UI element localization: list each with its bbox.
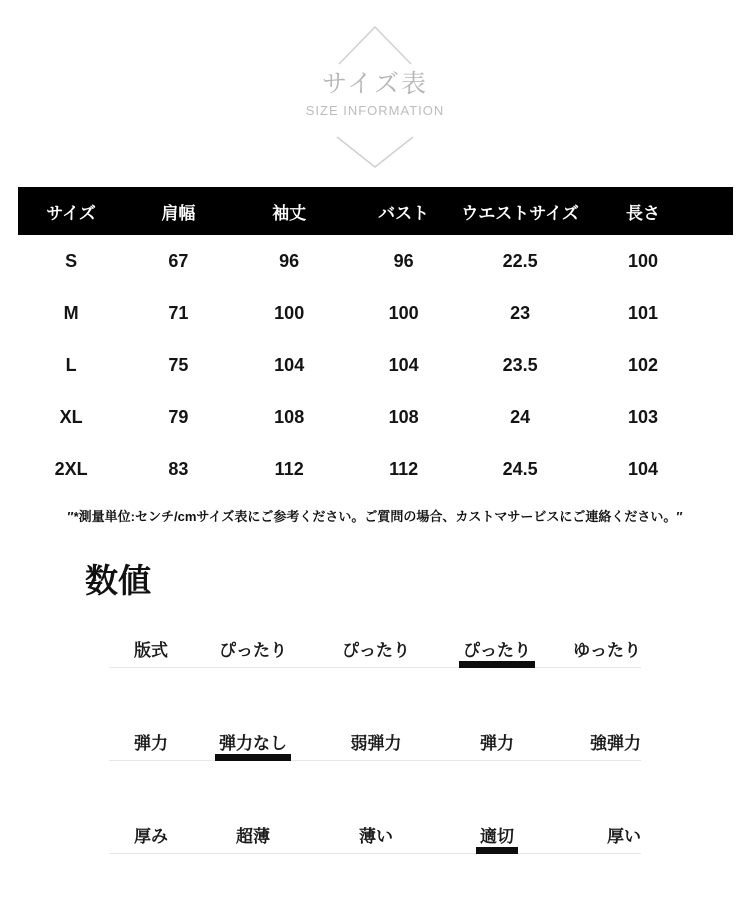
attribute-row: [109, 827, 641, 854]
attribute-option-label: ゆったり: [573, 641, 641, 660]
value-cell: 100: [388, 302, 419, 323]
attribute-option: [193, 641, 313, 661]
size-cell: XL: [59, 406, 83, 427]
value-cell: 24: [510, 406, 531, 427]
value-cell: 104: [274, 354, 305, 375]
attribute-option-label: 薄い: [359, 827, 393, 846]
value-cell: 100: [627, 250, 658, 271]
value-cell: 100: [274, 302, 305, 323]
size-table-header-row: [18, 187, 733, 235]
attribute-row: [109, 641, 641, 668]
attribute-option-label: ぴったり: [342, 641, 410, 660]
attribute-option: [439, 827, 555, 847]
size-cell: S: [65, 250, 78, 271]
attribute-option: [313, 734, 439, 754]
attribute-option-label: 適切: [480, 827, 514, 846]
attributes-heading: 数値: [85, 562, 151, 599]
value-cell: 71: [168, 302, 189, 323]
value-cell: 23.5: [502, 354, 538, 375]
table-row: [18, 235, 733, 287]
size-cell: 2XL: [54, 458, 88, 479]
attribute-row: [109, 734, 641, 761]
value-cell: 102: [627, 354, 658, 375]
page-subtitle: SIZE INFORMATION: [305, 103, 445, 118]
size-table-body: [18, 235, 733, 495]
measurement-note: ″*測量単位:センチ/cmサイズ表にご参考ください。ご質問の場合、カストマサービスにご連絡ください。″: [67, 509, 683, 524]
table-row: [18, 391, 733, 443]
attribute-option-label: ぴったり: [219, 641, 287, 660]
attribute-option-label: 弾力なし: [219, 734, 287, 753]
attribute-option-label: ぴったり: [463, 641, 531, 660]
value-cell: 22.5: [502, 250, 538, 271]
column-header: 肩幅: [161, 203, 196, 223]
attribute-label: 弾力: [134, 734, 168, 753]
value-cell: 103: [627, 406, 658, 427]
value-cell: 108: [388, 406, 419, 427]
table-row: [18, 287, 733, 339]
value-cell: 79: [168, 406, 189, 427]
size-table: [18, 187, 733, 525]
size-cell: L: [65, 354, 77, 375]
page-title: サイズ表: [321, 70, 428, 98]
attribute-label: 版式: [134, 641, 168, 660]
attribute-option-label: 強弾力: [590, 734, 641, 753]
column-header: ウエストサイズ: [461, 203, 579, 223]
attribute-option: [193, 827, 313, 847]
attribute-label: 厚み: [134, 827, 168, 846]
column-header: バスト: [378, 203, 430, 223]
attributes-rows: [109, 641, 641, 854]
attribute-option-label: 弱弾力: [350, 734, 402, 753]
value-cell: 104: [388, 354, 419, 375]
value-cell: 67: [168, 250, 189, 271]
value-cell: 112: [274, 458, 304, 479]
value-cell: 104: [627, 458, 658, 479]
value-cell: 23: [510, 302, 531, 323]
size-cell: M: [63, 302, 79, 323]
attribute-option: [555, 827, 641, 847]
attribute-option: [439, 734, 555, 754]
value-cell: 96: [393, 250, 414, 271]
attribute-option: [555, 734, 641, 754]
value-cell: 108: [274, 406, 305, 427]
column-header: 袖丈: [272, 203, 307, 223]
value-cell: 75: [168, 354, 189, 375]
attribute-option-label: 弾力: [480, 734, 514, 753]
attribute-option-label: 厚い: [607, 827, 641, 846]
column-header: サイズ: [46, 203, 96, 223]
size-info-header: [0, 0, 750, 172]
attribute-option: [555, 641, 641, 661]
column-header: 長さ: [625, 203, 660, 223]
attribute-option-label: 超薄: [236, 827, 270, 846]
value-cell: 101: [627, 302, 658, 323]
value-cell: 96: [279, 250, 300, 271]
attribute-option: [193, 734, 313, 754]
value-cell: 112: [389, 458, 419, 479]
table-row: [18, 339, 733, 391]
value-cell: 83: [168, 458, 189, 479]
table-row: [18, 443, 733, 495]
value-cell: 24.5: [502, 458, 538, 479]
attribute-option: [313, 827, 439, 847]
attribute-option: [313, 641, 439, 661]
attribute-option: [439, 641, 555, 661]
